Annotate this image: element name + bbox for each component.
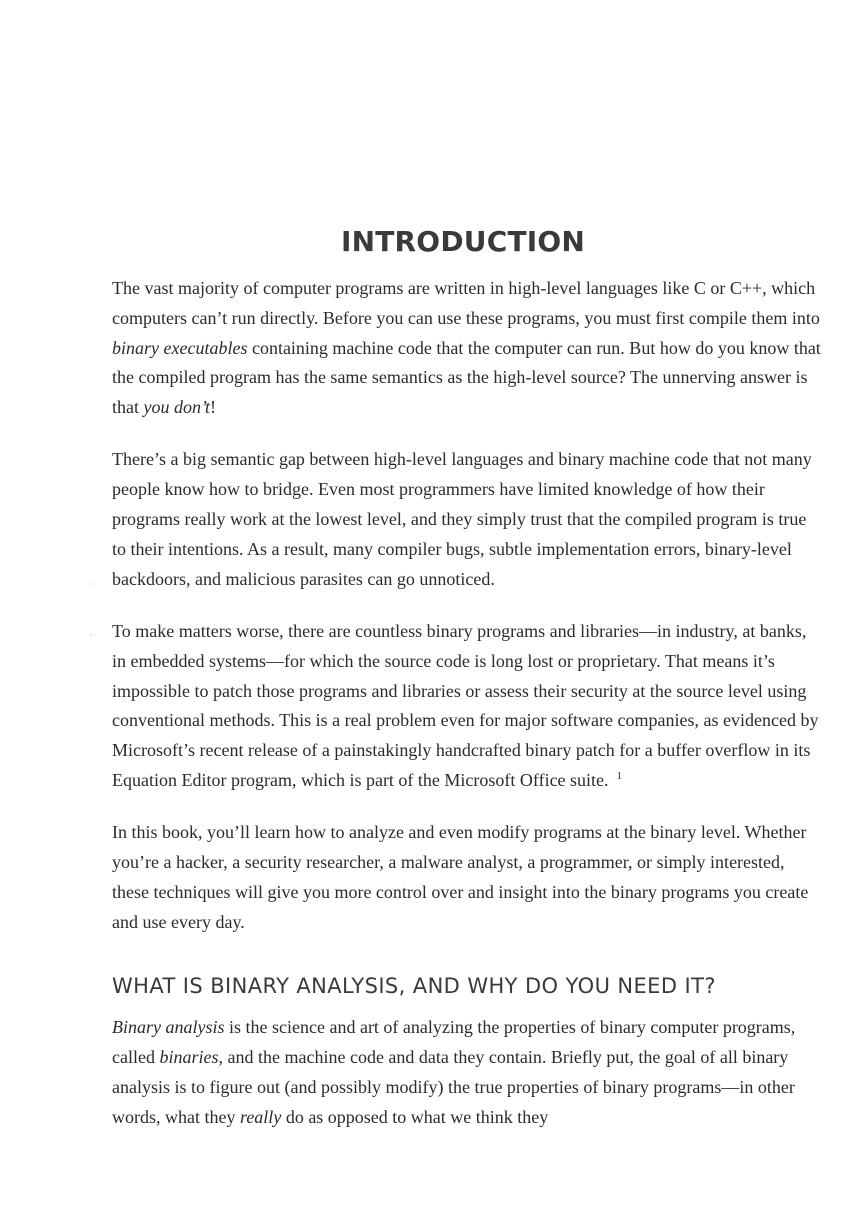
text-run: containing machine code that the computer can run. But how do you know that the compiled program has the same semantics as the high-level source? The unnerving answer is that (112, 337, 821, 418)
scan-speck (90, 634, 92, 636)
section-heading: WHAT IS BINARY ANALYSIS, AND WHY DO YOU NEED IT? (112, 974, 716, 999)
paragraph-5 (112, 1013, 822, 1132)
paragraph-4: In this book, you’ll learn how to analyze and even modify programs at the binary level. Whether you’re a hacker, a security researcher, a malware analyst, a programmer, or simply interested, these techniques will give you more control over and insight into the binary programs you create and use every day. (112, 822, 809, 932)
page-content (112, 220, 822, 1155)
text-run: is the science and art of analyzing the properties of binary computer programs, called (112, 1017, 796, 1068)
text-run: To make matters worse, there are countless binary programs and libraries—in industry, at banks, in embedded systems—for which the source code is long lost or proprietary. That means it’s impossible to patch those programs and libraries or assess their security at the source level using conventional methods. This is a real problem even for major software companies, as evidenced by Microsoft’s recent release of a painstakingly handcrafted binary patch for a buffer overflow in its Equation Editor program, which is part of the Microsoft Office suite. (112, 620, 819, 790)
paragraph-3 (112, 617, 822, 796)
paragraph-1 (112, 274, 822, 423)
emphasis-you-dont: you don’t (143, 397, 210, 418)
emphasis-binary-analysis: Binary analysis (112, 1017, 225, 1038)
text-run: The vast majority of computer programs are written in high-level languages like C or C++, which computers can’t run directly. Before you can use these programs, you must first compile them into (112, 278, 820, 328)
paragraph-2: There’s a big semantic gap between high-level languages and binary machine code that not many people know how to bridge. Even most programmers have limited knowledge of how their programs really work at the lowest level, and they simply trust that the compiled program is true to their intentions. As a result, many compiler bugs, subtle implementation errors, binary-level backdoors, and malicious parasites can go unnoticed. (112, 449, 812, 589)
emphasis-binaries: binaries (159, 1047, 219, 1068)
text-run: ! (210, 397, 216, 418)
scan-speck (90, 583, 92, 585)
chapter-title: INTRODUCTION (341, 225, 585, 258)
footnote-marker[interactable]: 1 (616, 769, 623, 782)
text-run: , and the machine code and data they contain. Briefly put, the goal of all binary analysis is to figure out (and possibly modify) the true properties of binary programs—in other words, what they (112, 1047, 795, 1127)
text-run: do as opposed to what we think they (281, 1106, 549, 1127)
emphasis-really: really (239, 1106, 282, 1127)
emphasis-binary-executables: binary executables (112, 337, 248, 358)
